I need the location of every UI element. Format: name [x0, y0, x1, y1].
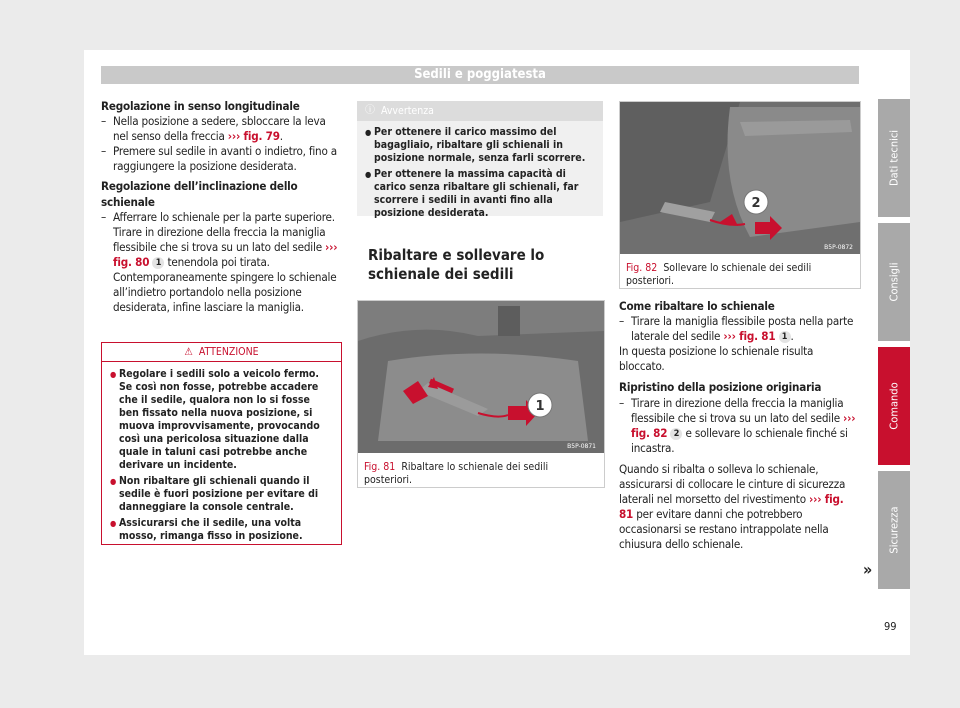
fig-link[interactable]: ››› fig. 81 [723, 329, 776, 344]
svg-text:1: 1 [535, 399, 545, 414]
warning-item: ● Regolare i sedili solo a veicolo fermo. Se così non fosse, potrebbe accadere che il sedile, qualora non lo si fosse ben fissato nella nuova posizione, si muova improvvisamente, provocando così una pericolosa situazione dalla quale in taluni casi potrebbe anche derivare un incidente. [110, 368, 333, 472]
heading-fold: Come ribaltare lo schienale [619, 299, 775, 313]
section-title: Ribaltare e sollevare lo schienale dei sedili [368, 246, 545, 283]
left-column [101, 99, 341, 315]
page-number: 99 [884, 620, 897, 633]
warning-item: ● Assicurarsi che il sedile, una volta mosso, rimanga fisso in posizione. [110, 517, 333, 543]
seat-illustration-81 [358, 301, 604, 453]
warning-item: ● Non ribaltare gli schienali quando il sedile è fuori posizione per evitare di danneggiare la console centrale. [110, 475, 333, 514]
figure-81 [357, 300, 605, 488]
list-item: – Premere sul sedile in avanti o indietro, fino a raggiungere la posizione desiderata. [101, 144, 341, 174]
callout-number: 2 [670, 428, 682, 440]
tab-sicurezza[interactable]: Sicurezza [878, 471, 910, 589]
continue-icon: » [863, 560, 873, 579]
note-header: ⓘ Avvertenza [357, 101, 603, 121]
fig-link[interactable]: ››› fig. 82 [631, 410, 856, 440]
note-box [357, 101, 603, 219]
list-item: – Afferrare lo schienale per la parte superiore. Tirare in direzione della freccia la maniglia flessibile che si trova su un lato del sedile ››› fig. 80 1 tenendola poi tirata. Contemporaneamente spingere lo schienale all’indietro portandolo nella posizione desiderata, infine lasciare la maniglia. [101, 210, 341, 316]
figure-82 [619, 101, 861, 289]
warning-box [101, 342, 342, 545]
figure-caption: Fig. 81 Ribaltare lo schienale dei sedili posteriori. [364, 461, 549, 486]
callout-number: 1 [779, 331, 791, 343]
note-item: ● Per ottenere la massima capacità di carico senza ribaltare gli schienali, far scorrere i sedili in avanti fino alla posizione desiderata. [365, 168, 595, 220]
list-item: – Tirare in direzione della freccia la maniglia flessibile che si trova su un lato del sedile ››› fig. 82 2 e sollevare lo schienale finché si incastra. [619, 396, 859, 456]
right-column [619, 299, 859, 553]
fig-link[interactable]: ››› fig. 79 [227, 129, 280, 144]
paragraph: In questa posizione lo schienale risulta bloccato. [619, 344, 814, 374]
warning-triangle-icon: ⚠ [184, 346, 193, 358]
heading-inclination: Regolazione dell’inclinazione dello schienale [101, 179, 298, 209]
heading-restore: Ripristino della posizione originaria [619, 380, 822, 395]
list-item: – Tirare la maniglia flessibile posta nella parte laterale del sedile ››› fig. 81 1 . [619, 314, 859, 344]
callout-number: 1 [152, 257, 164, 269]
info-icon: ⓘ [365, 105, 375, 116]
warning-header: ⚠ ATTENZIONE [102, 343, 341, 362]
paragraph: Quando si ribalta o solleva lo schienale, assicurarsi di collocare le cinture di sicurezza laterali nel morsetto del rivestimento ››› fig. 81 per evitare danni che potrebbero occasionarsi se restano intrappolate nella chiusura dello schienale. [619, 461, 846, 552]
figure-caption: Fig. 82 Sollevare lo schienale dei sedili posteriori. [626, 262, 812, 287]
note-item: ● Per ottenere il carico massimo del bagagliaio, ribaltare gli schienali in posizione normale, senza farli scorrere. [365, 126, 595, 165]
heading-longitudinal: Regolazione in senso longitudinale [101, 99, 300, 113]
svg-text:B5P-0872: B5P-0872 [824, 244, 853, 251]
seat-illustration-82 [620, 102, 860, 254]
svg-text:2: 2 [751, 196, 761, 211]
tab-consigli[interactable]: Consigli [878, 223, 910, 341]
list-item: – Nella posizione a sedere, sbloccare la leva nel senso della freccia ››› fig. 79. [101, 114, 341, 144]
fig-link[interactable]: ››› fig. 81 [619, 492, 844, 522]
svg-text:B5P-0871: B5P-0871 [567, 443, 596, 450]
page-header: Sedili e poggiatesta [101, 66, 859, 84]
fig-link[interactable]: ››› fig. 80 [113, 239, 338, 269]
tab-comando[interactable]: Comando [878, 347, 910, 465]
tab-dati-tecnici[interactable]: Dati tecnici [878, 99, 910, 217]
